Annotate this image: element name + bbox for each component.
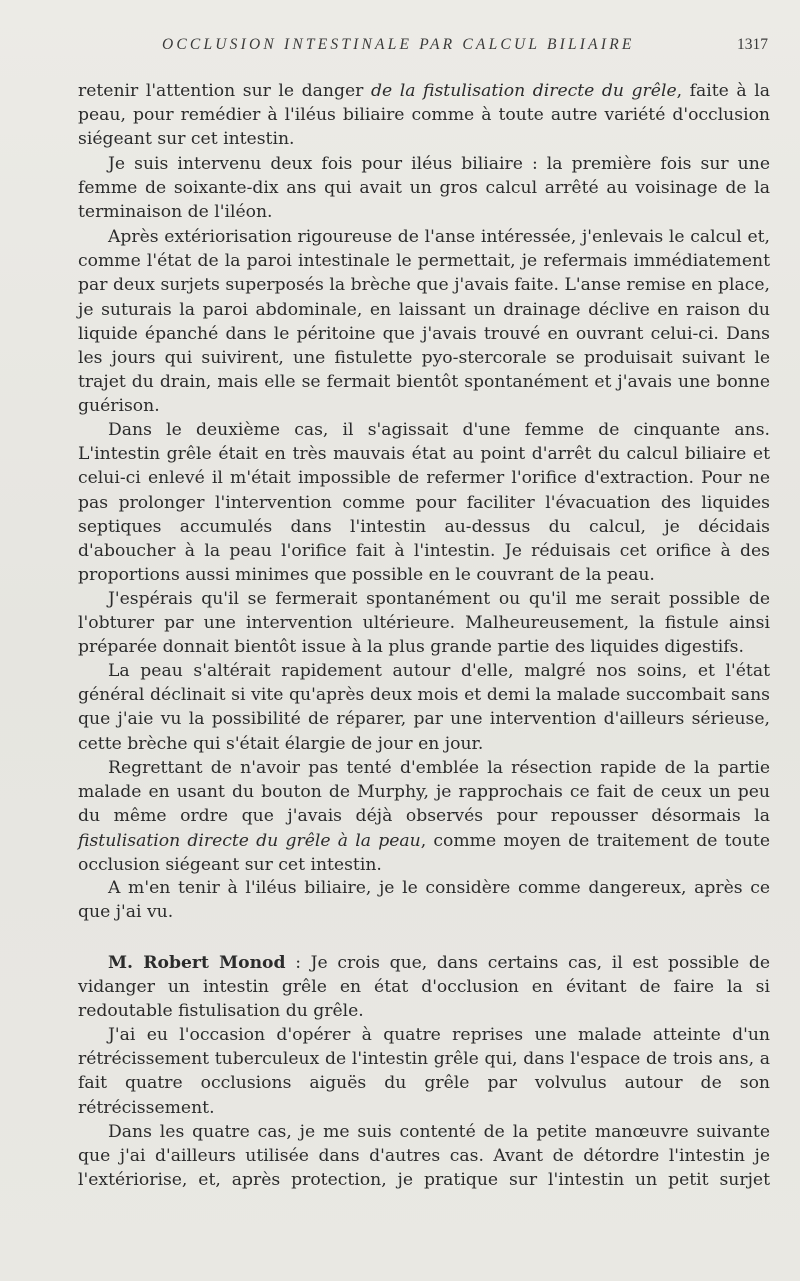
paragraph-10: J'ai eu l'occasion d'opérer à quatre reprises une malade atteinte d'un rétrécissement tuberculeux de l'intestin grêle qui, dans l'espace de trois ans, a fait quatre occlusions aiguës du grêle par volvulus autour de son rétrécissement.: [78, 1025, 770, 1118]
page-number: 1317: [737, 36, 768, 53]
paragraph-11: Dans les quatre cas, je me suis contenté de la petite manœuvre suivante que j'ai d'ailleurs utilisée dans d'autres cas. Avant de détordre l'intestin je l'extériorise, et, après protection, je pratique sur l'intestin un petit surjet: [78, 1122, 770, 1191]
paragraph-1: [78, 79, 770, 152]
paragraph-1-start: retenir l'attention sur le danger: [78, 81, 371, 101]
paragraph-6: La peau s'altérait rapidement autour d'elle, malgré nos soins, et l'état général déclinait si vite qu'après deux mois et demi la malade succombait sans que j'aie vu la possibilité de réparer, par une intervention d'ailleurs sérieuse, cette brèche qui s'était élargie de jour en jour.: [78, 661, 770, 754]
paragraph-5: J'espérais qu'il se fermerait spontanément ou qu'il me serait possible de l'obturer par une intervention ultérieure. Malheureusement, la fistule ainsi préparée donnait bientôt issue à la plus grande partie des liquides digestifs.: [78, 589, 770, 658]
paragraph-9: [78, 951, 770, 1024]
paragraph-2: Je suis intervenu deux fois pour iléus biliaire : la première fois sur une femme de soixante-dix ans qui avait un gros calcul arrêté au voisinage de la terminaison de l'iléon.: [78, 154, 770, 223]
paragraph-7: [78, 756, 770, 877]
paragraph-4: Dans le deuxième cas, il s'agissait d'une femme de cinquante ans. L'intestin grêle était en très mauvais état au point d'arrêt du calcul biliaire et celui-ci enlevé il m'était impossible de refermer l'orifice d'extraction. Pour ne pas prolonger l'intervention comme pour faciliter l'évacuation des liquides septiques accumulés dans l'intestin au-dessus du calcul, je décidais d'aboucher à la peau l'orifice fait à l'intestin. Je réduisais cet orifice à des proportions aussi minimes que possible en le couvrant de la peau.: [78, 420, 770, 586]
paragraph-9-text: : Je crois que, dans certains cas, il est possible de vidanger un intestin grêle en état d'occlusion en évitant de faire la si redoutable fistulisation du grêle.: [78, 953, 770, 1022]
paragraph-1-end: , faite à la peau, pour remédier à l'iléus biliaire comme à toute autre variété d'occlusion siégeant sur cet intestin.: [78, 81, 770, 150]
paragraph-7-italic: fistulisation directe du grêle à la peau: [78, 830, 421, 851]
paragraph-7-start: Regrettant de n'avoir pas tenté d'emblée la résection rapide de la partie malade en usant du bouton de Murphy, je rapprochais ce fait de ceux un peu du même ordre que j'avais déjà observés pour repousser désormais la: [78, 758, 770, 827]
paragraph-7-end: , comme moyen de traitement de toute occlusion siégeant sur cet intestin.: [78, 830, 770, 875]
paragraph-3: Après extériorisation rigoureuse de l'anse intéressée, j'enlevais le calcul et, comme l'état de la paroi intestinale le permettait, je refermais immédiatement par deux surjets superposés la brèche que j'avais faite. L'anse remise en place, je suturais la paroi abdominale, en laissant un drainage déclive en raison du liquide épanché dans le péritoine que j'avais trouvé en ouvrant celui-ci. Dans les jours qui suivirent, une fistulette pyo-stercorale se produisait suivant le trajet du drain, mais elle se fermait bientôt spontanément et j'avais une bonne guérison.: [78, 227, 770, 417]
running-head: [78, 36, 768, 58]
paragraph-8: A m'en tenir à l'iléus biliaire, je le considère comme dangereux, après ce que j'ai vu.: [78, 878, 770, 923]
paragraph-1-italic: de la fistulisation directe du grêle: [370, 81, 677, 101]
running-title: OCCLUSION INTESTINALE PAR CALCUL BILIAIRE: [162, 36, 635, 53]
speaker-name: M. Robert Monod: [108, 953, 286, 973]
